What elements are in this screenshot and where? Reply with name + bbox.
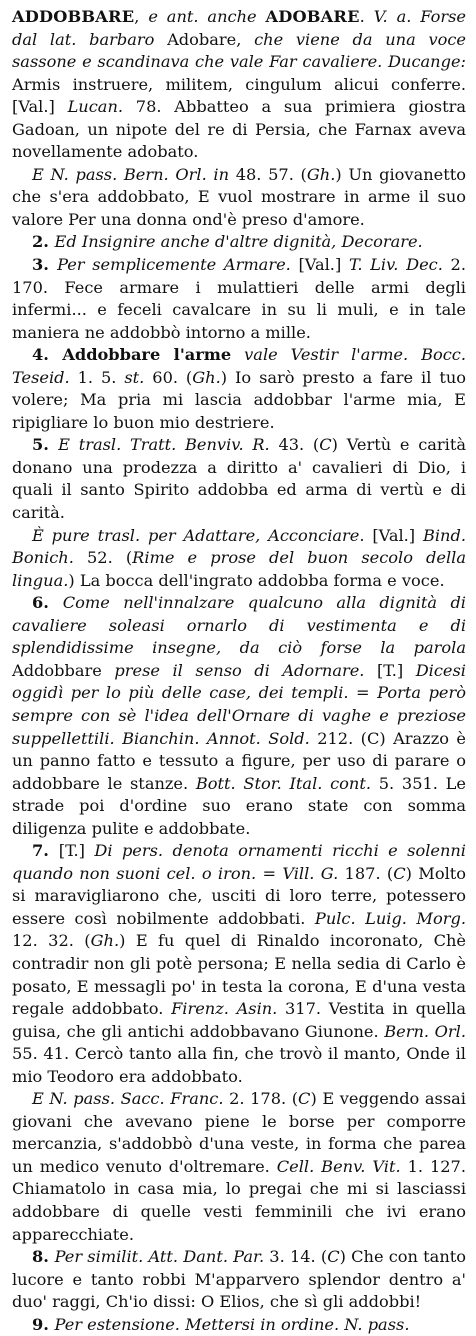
text-run: Bind. Bonich. [12,525,466,568]
text-run: [Val.] [364,525,423,545]
text-run: 187. ( [338,863,394,883]
text-run: 9. [32,1314,55,1334]
text-run: Rime e prose del buon secolo della lingua. [12,548,466,590]
text-run: Ed Insignire anche d'altre dignità, Decorare. [54,232,423,252]
text-run: e ant. anche [148,7,266,26]
text-run: E trasl. Tratt. Benviv. R. [58,435,270,455]
text-run: Come nell'innalzare qualcuno alla dignità di cavaliere soleasi ornarlo di vestimenta e di splendidissime insegne, da ciò forse la parola [12,593,466,658]
text-run: 8. [32,1247,55,1267]
text-run: 3. [32,255,58,275]
sense-5-figurative-paragraph [12,525,466,593]
text-run: 2. 178. ( [223,1089,299,1109]
text-run: Gh. [192,367,221,387]
text-run: che viene da una voce sassone e scandinava che vale Far cavaliere. Ducange: [12,29,466,72]
text-run: Vill. G. [282,863,339,883]
entry-headword-paragraph [12,6,466,164]
text-run: Adobare [167,29,237,49]
text-run: 2. 170. Fece armare i mulattieri delle armi degli infermi... e feceli cavalcare in su li muli, e in tale maniera ne addobbò intorno a mille. [12,255,466,342]
sense-7-passive-paragraph [12,1088,466,1246]
text-run: . [359,7,374,26]
text-run: [T.] [364,660,416,680]
sense-5-paragraph [12,434,466,524]
headword: ADOBARE [265,7,360,26]
text-run: 12. 32. ( [12,931,91,951]
sense-6-paragraph [12,592,466,840]
text-run: Gh. [306,164,336,184]
sense-9-paragraph [12,1314,466,1336]
text-run: ) Vertù e carità donano una prodezza a diritto a' cavalieri di Dio, i quali il santo Spirito addobba ed arma di vertù e di carità. [12,435,466,523]
text-run: ) E fu quel di Rinaldo incoronato, Chè contradir non gli potè persona; E nella sedia di Carlo è posato, E messagli po' in testa la corona, E d'una vesta regale addobbato. [12,931,466,1019]
sense-4-paragraph [12,344,466,434]
text-run: 317. Vestita in quella guisa, che gli antichi addobbavano Giunone. [12,999,466,1041]
text-run: ) Io sarò presto a fare il tuo volere; Ma pria mi lascia addobbar l'arme mia, E ripigliare lo buon mio destriere. [12,367,467,432]
text-run: C [298,1089,311,1109]
sense-passive-paragraph [12,164,466,232]
text-run: 7. [32,841,59,861]
text-run: E N. pass. Sacc. Franc. [32,1089,224,1109]
text-run: Gh. [90,931,120,951]
text-run: ) E veggendo assai giovani che avevano piene le borse per comporre mercanzia, s'addobbò d'una veste, in forma che parea un medico venuto d'oltremare. [12,1089,466,1176]
text-run: V. a. Forse dal lat. barbaro [12,7,467,49]
text-run: 60. ( [144,367,193,387]
text-run: 212. (C) Arazzo è un panno fatto e tessuto a figure, per uso di parare o addobbare le stanze. [12,728,466,793]
text-run: Di pers. denota ornamenti ricchi e solenni quando non suoni cel. o iron. [12,841,466,883]
text-run: 78. Abbatteo a sua primiera giostra Gadoan, un nipote del re di Persia, che Farnax aveva novellamente adobato. [12,97,466,162]
text-run: prese il senso di Adornare. [114,660,365,680]
text-run: 6. [32,593,63,613]
text-run: C [393,863,406,883]
text-run: 3. 14. ( [264,1247,328,1267]
text-run: 43. ( [269,435,320,455]
text-run: C [319,435,332,455]
text-run: 5. 351. Le strade poi d'ordine suo erano state con somma diligenza pulite e addobbate. [12,773,466,838]
text-run: E N. pass. Bern. Orl. in [32,164,230,184]
text-run: Addobbare [12,660,115,680]
text-run: Firenz. Asin. [171,999,278,1019]
sense-7-paragraph [12,840,466,1088]
text-run: [T.] [58,841,95,861]
text-run: 5. [32,435,59,455]
text-run: Lucan. [67,97,124,117]
text-run: ) Che con tanto lucore e tanto robbi M'apparvero splendor dentro a' duo' raggi, Ch'io dissi: O Elios, che sì gli addobbi! [12,1247,466,1312]
text-run: Bern. Orl. [384,1021,466,1041]
sense-3-paragraph [12,254,466,344]
text-run: C [327,1247,340,1267]
text-run: 52. ( [73,548,133,568]
sense-2-paragraph [12,231,466,254]
text-run: vale Vestir l'arme. Bocc. Teseid. [12,345,467,387]
text-run: [Val.] [290,255,349,275]
text-run: Pulc. Luig. Morg. [314,908,466,928]
text-run: Dicesi oggidì per lo più delle case, dei templi. = Porta però sempre con sè l'idea dell'Ornare di vaghe e preziose suppellettili. Bianchin. Annot. Sold. [12,660,466,748]
text-run: Per estensione. Mettersi in ordine. N. pass. [54,1314,410,1334]
text-run: Bott. Stor. Ital. cont. [195,773,372,793]
text-run: st. [124,367,145,387]
text-run: Armis instruere, militem, cingulum alicui conferre. [Val.] [12,74,466,117]
text-run: 48. 57. ( [229,164,307,184]
text-run: ) Molto si maravigliarono che, usciti di loro terre, potessero essere così nobilmente addobbati. [12,863,466,928]
text-run: ) La bocca dell'ingrato addobba forma e voce. [68,570,445,590]
text-run: , [236,29,255,49]
text-run: 2. [32,232,55,252]
headword: ADDOBBARE [12,7,135,26]
text-run: Per similit. Att. Dant. Par. [54,1247,265,1267]
text-run: 1. 127. Chiamatolo in casa mia, lo pregai che mi si lasciassi addobbare di quelle vesti femminili che ivi erano apparecchiate. [12,1156,467,1244]
text-run: 4. Addobbare l'arme [32,345,232,365]
text-run: È pure trasl. per Adattare, Acconciare. [32,525,365,545]
text-run: T. Liv. Dec. [348,255,443,275]
sense-8-paragraph [12,1246,466,1314]
text-run: = [256,863,283,883]
text-run: Per semplicemente Armare. [57,255,291,275]
text-run: Cell. Benv. Vit. [276,1156,401,1176]
text-run: 1. 5. [69,367,125,387]
text-run: , [134,7,149,26]
text-run: ) Un giovanetto che s'era addobbato, E vuol mostrare in arme il suo valore Per una donna ond'è preso d'amore. [12,164,466,229]
text-run: 55. 41. Cercò tanto alla fin, che trovò il manto, Onde il mio Teodoro era addobbato. [12,1044,466,1086]
